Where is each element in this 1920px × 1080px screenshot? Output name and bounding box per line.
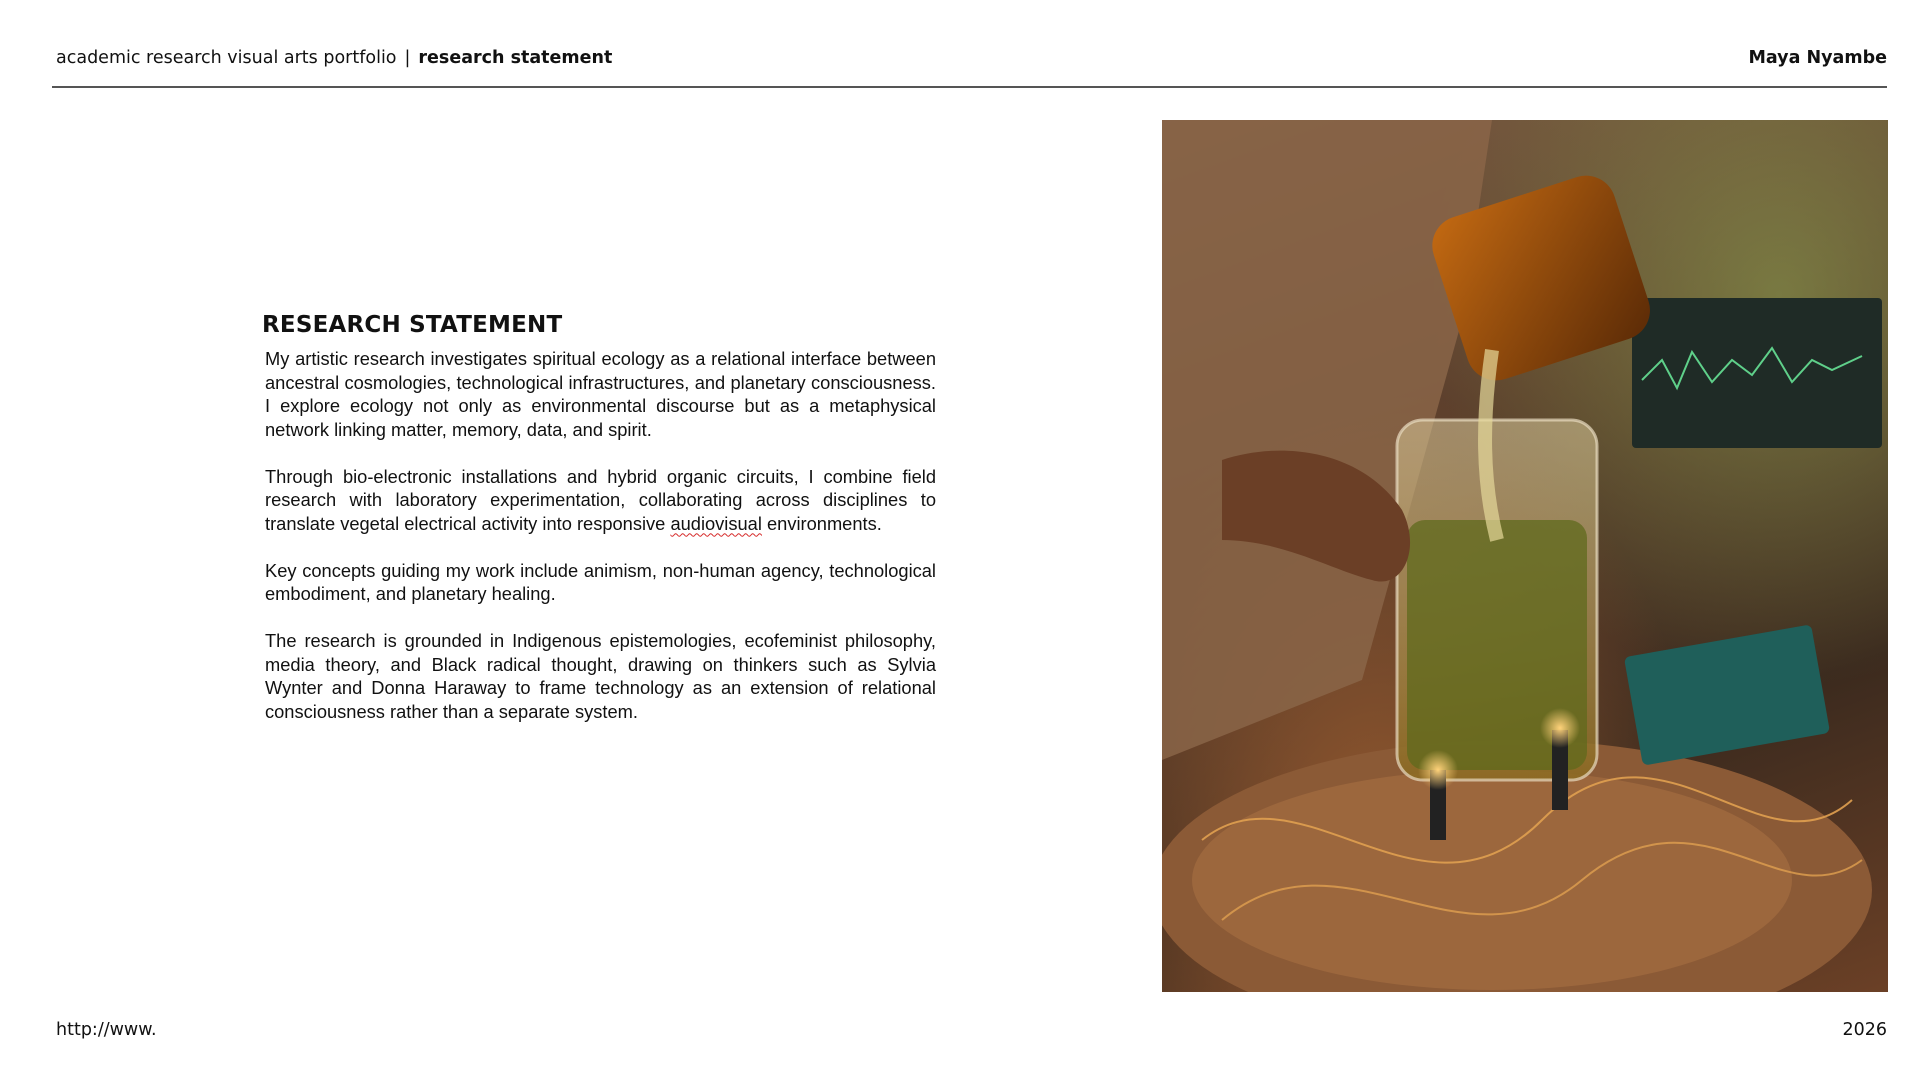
statement-paragraph-3: Key concepts guiding my work include animism, non-human agency, technological embodiment, and planetary healing. — [265, 559, 936, 604]
header-separator: | — [404, 48, 411, 68]
header-divider — [52, 86, 1887, 88]
circuit-board — [1624, 624, 1830, 765]
photo-illustration — [1162, 120, 1888, 992]
statement-paragraph-2 — [265, 465, 936, 536]
paragraph-2-end: environments. — [761, 512, 882, 534]
statement-paragraph-1: My artistic research investigates spiritual ecology as a relational interface between ancestral cosmologies, technological infrastructures, and planetary consciousness. I explore ecology not only as environmental discourse but as a metaphysical network linking matter, memory, data, and spirit. — [265, 348, 936, 440]
research-statement — [262, 312, 936, 747]
statement-paragraph-4: The research is grounded in Indigenous epistemologies, ecofeminist philosophy, media theory, and Black radical thought, drawing on thinkers such as Sylvia Wynter and Donna Haraway to frame technology as an extension of relational consciousness rather than a separate system. — [265, 630, 936, 722]
misspelled-word: audiovisual — [670, 512, 762, 534]
header-breadcrumb — [56, 48, 612, 68]
ritual-installation-photo — [1162, 120, 1888, 992]
paragraph-2-text: Through bio-electronic installations and hybrid organic circuits, I combine field research with laboratory experimentation, collaborating across disciplines to translate vegetal electrical activity into responsive — [265, 465, 936, 534]
footer-url: http://www. — [56, 1020, 157, 1040]
page-header — [56, 46, 1887, 70]
statement-heading: RESEARCH STATEMENT — [262, 312, 563, 338]
portfolio-title: academic research visual arts portfolio — [56, 48, 397, 68]
author-name: Maya Nyambe — [1748, 48, 1887, 68]
footer-year: 2026 — [1842, 1020, 1887, 1040]
section-title: research statement — [418, 48, 613, 68]
